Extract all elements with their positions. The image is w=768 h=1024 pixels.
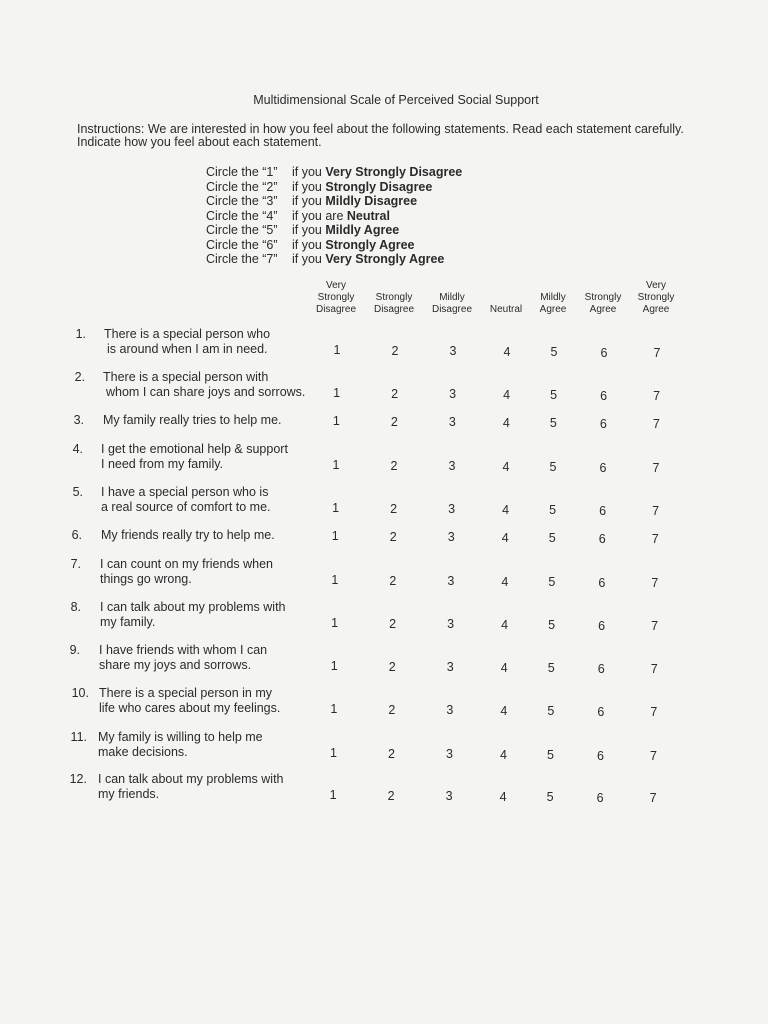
rating-option[interactable]: 4: [501, 530, 509, 545]
legend-meaning: Mildly Agree: [325, 223, 400, 237]
rating-option[interactable]: 7: [650, 705, 658, 719]
legend-meaning: Very Strongly Disagree: [325, 165, 463, 179]
item-number: 3.: [73, 413, 84, 427]
item-number: 7.: [70, 557, 81, 571]
column-header-line: Agree: [539, 304, 567, 315]
rating-option[interactable]: 4: [499, 789, 507, 804]
rating-option[interactable]: 3: [449, 344, 457, 358]
rating-option[interactable]: 6: [597, 704, 605, 719]
rating-option[interactable]: 2: [387, 788, 395, 803]
rating-option[interactable]: 4: [502, 415, 510, 430]
item-statement: [101, 442, 288, 472]
rating-option[interactable]: 1: [333, 386, 341, 400]
column-header-line: Strongly: [317, 292, 355, 303]
item-number: 8.: [70, 600, 81, 614]
rating-option[interactable]: 1: [330, 659, 338, 673]
legend-meaning: Very Strongly Agree: [325, 252, 445, 266]
rating-option[interactable]: 1: [331, 616, 339, 630]
statement-line: I can talk about my problems with: [98, 772, 284, 786]
rating-option[interactable]: 6: [599, 416, 607, 431]
rating-option[interactable]: 5: [549, 460, 557, 474]
column-header-line: Strongly: [375, 292, 413, 303]
item-statement: [101, 528, 275, 543]
statement-line: There is a special person in my: [99, 686, 272, 700]
rating-option[interactable]: 7: [651, 619, 659, 633]
statement-line: a real source of comfort to me.: [101, 500, 271, 514]
rating-option[interactable]: 5: [547, 661, 555, 675]
rating-option[interactable]: 1: [333, 343, 341, 357]
legend-circle-label: Circle the “3”: [206, 194, 278, 208]
rating-option[interactable]: 5: [547, 704, 555, 718]
statement-line: My family really tries to help me.: [103, 413, 282, 427]
statement-line: is around when I am in need.: [107, 342, 268, 356]
rating-option[interactable]: 7: [653, 389, 661, 403]
rating-option[interactable]: 1: [329, 788, 337, 802]
legend-prefix: if you: [292, 237, 326, 252]
item-statement: [101, 485, 271, 515]
legend-prefix: if you are: [292, 208, 347, 223]
column-header-line: Disagree: [431, 304, 473, 315]
rating-option[interactable]: 7: [653, 346, 661, 360]
rating-option[interactable]: 3: [448, 415, 456, 429]
legend-row: [206, 180, 462, 195]
rating-option[interactable]: 1: [332, 414, 340, 428]
column-header-line: Mildly: [439, 292, 465, 303]
rating-option[interactable]: 5: [548, 531, 556, 545]
rating-option[interactable]: 1: [332, 458, 340, 472]
rating-option[interactable]: 3: [447, 574, 455, 588]
response-legend: [206, 165, 462, 267]
rating-option[interactable]: 7: [650, 662, 658, 676]
rating-option[interactable]: 5: [548, 575, 556, 589]
legend-prefix: if you: [292, 223, 326, 237]
item-number: 1.: [75, 327, 86, 341]
statement-line: I can count on my friends when: [100, 557, 274, 571]
column-header-line: Agree: [642, 304, 670, 315]
legend-meaning: Neutral: [346, 208, 390, 223]
column-header: [638, 280, 675, 316]
rating-option[interactable]: 6: [600, 345, 608, 360]
legend-circle-label: Circle the “4”: [206, 208, 278, 223]
rating-option[interactable]: 3: [445, 789, 453, 803]
instructions-text: Instructions: We are interested in how you feel about the following statements. Read each statement carefully. Indicate how you feel about each statement.: [77, 122, 684, 149]
legend-row: [206, 238, 462, 253]
rating-option[interactable]: 6: [598, 531, 606, 546]
rating-option[interactable]: 4: [501, 617, 509, 632]
legend-row: [206, 165, 462, 180]
legend-prefix: if you: [292, 179, 326, 194]
statement-line: My friends really try to help me.: [101, 528, 275, 542]
statement-line: my friends.: [98, 787, 160, 801]
rating-option[interactable]: 2: [389, 616, 397, 631]
column-header: [432, 292, 472, 316]
item-statement: [99, 643, 267, 673]
rating-option[interactable]: 3: [446, 703, 454, 717]
legend-prefix: if you: [292, 194, 326, 208]
item-number: 12.: [69, 772, 87, 786]
legend-row: [206, 209, 462, 224]
column-header-line: Very: [325, 280, 346, 291]
column-header-line: Disagree: [373, 304, 415, 315]
rating-option[interactable]: 4: [503, 387, 511, 402]
statement-line: my family.: [100, 615, 156, 629]
rating-option[interactable]: 5: [549, 503, 557, 517]
column-header: [490, 304, 522, 316]
rating-option[interactable]: 6: [598, 575, 606, 590]
rating-option[interactable]: 6: [597, 748, 604, 763]
rating-option[interactable]: 2: [388, 746, 395, 761]
rating-option[interactable]: 3: [448, 502, 456, 516]
column-header-line: Disagree: [315, 304, 357, 315]
item-statement: [103, 370, 305, 400]
statement-line: There is a special person with: [103, 370, 269, 384]
item-statement: [98, 730, 263, 760]
rating-option[interactable]: 2: [390, 458, 398, 473]
item-statement: [103, 413, 282, 428]
legend-circle-label: Circle the “2”: [206, 179, 278, 194]
legend-circle-label: Circle the “1”: [206, 165, 278, 179]
legend-circle-label: Circle the “7”: [206, 252, 278, 266]
item-statement: [99, 686, 280, 716]
statement-line: make decisions.: [98, 745, 188, 759]
rating-option[interactable]: 5: [549, 416, 557, 430]
legend-circle-label: Circle the “6”: [206, 237, 278, 252]
item-statement: [98, 772, 284, 802]
rating-option[interactable]: 6: [598, 618, 606, 633]
column-header-line: Strongly: [637, 292, 675, 303]
rating-option[interactable]: 3: [449, 387, 457, 401]
statement-line: life who cares about my feelings.: [99, 701, 281, 715]
rating-option[interactable]: 1: [331, 529, 339, 543]
rating-option[interactable]: 3: [447, 617, 455, 631]
legend-circle-label: Circle the “5”: [206, 223, 278, 237]
legend-row: [206, 223, 462, 238]
rating-option[interactable]: 5: [547, 748, 554, 762]
item-statement: [100, 600, 286, 630]
legend-row: [206, 194, 462, 209]
rating-option[interactable]: 2: [391, 343, 399, 358]
rating-option[interactable]: 7: [651, 532, 659, 546]
item-number: 2.: [74, 370, 85, 384]
column-header-line: Strongly: [584, 292, 622, 303]
legend-meaning: Strongly Disagree: [325, 179, 433, 194]
rating-option[interactable]: 1: [330, 702, 338, 716]
legend-meaning: Strongly Agree: [325, 237, 415, 252]
item-number: 5.: [72, 485, 83, 499]
rating-option[interactable]: 3: [446, 660, 454, 674]
rating-option[interactable]: 2: [389, 529, 397, 544]
rating-option[interactable]: 4: [500, 660, 508, 675]
rating-option[interactable]: 6: [600, 388, 608, 403]
rating-option[interactable]: 7: [652, 417, 660, 431]
statement-line: I need from my family.: [101, 457, 224, 471]
rating-option[interactable]: 1: [330, 746, 337, 760]
statement-line: I have friends with whom I can: [99, 643, 268, 657]
statement-line: My family is willing to help me: [98, 730, 263, 744]
rating-option[interactable]: 5: [548, 618, 556, 632]
rating-option[interactable]: 6: [599, 503, 607, 518]
item-number: 10.: [71, 686, 89, 700]
rating-option[interactable]: 5: [550, 345, 558, 359]
statement-line: I can talk about my problems with: [100, 600, 286, 614]
rating-option[interactable]: 7: [652, 461, 660, 475]
rating-option[interactable]: 2: [388, 702, 396, 717]
column-header-line: Neutral: [489, 304, 523, 315]
column-header: [585, 292, 622, 316]
rating-option[interactable]: 7: [650, 749, 657, 763]
column-header: [316, 280, 356, 316]
rating-option[interactable]: 6: [599, 460, 607, 475]
rating-option[interactable]: 1: [332, 501, 340, 515]
rating-option[interactable]: 5: [550, 388, 558, 402]
item-number: 4.: [72, 442, 83, 456]
rating-option[interactable]: 4: [501, 574, 509, 589]
column-header-line: Very: [645, 280, 666, 291]
statement-line: whom I can share joys and sorrows.: [106, 385, 306, 399]
legend-meaning: Mildly Disagree: [325, 194, 418, 208]
rating-option[interactable]: 3: [448, 459, 456, 473]
statement-line: things go wrong.: [100, 572, 192, 586]
column-header: [374, 292, 414, 316]
rating-option[interactable]: 4: [503, 344, 511, 359]
rating-option[interactable]: 4: [500, 747, 507, 762]
rating-option[interactable]: 2: [390, 501, 398, 516]
rating-option[interactable]: 4: [502, 459, 510, 474]
column-header: [540, 292, 567, 316]
rating-option[interactable]: 2: [391, 386, 399, 401]
rating-option[interactable]: 4: [502, 502, 510, 517]
column-header-line: Mildly: [540, 292, 566, 303]
item-number: 11.: [70, 730, 87, 744]
legend-row: [206, 252, 462, 267]
rating-option[interactable]: 2: [388, 659, 396, 674]
statement-line: There is a special person who: [104, 327, 271, 341]
rating-option[interactable]: 7: [652, 504, 660, 518]
item-statement: [100, 557, 273, 587]
item-statement: [104, 327, 270, 357]
statement-line: I have a special person who is: [101, 485, 269, 499]
rating-option[interactable]: 5: [546, 790, 554, 804]
rating-option[interactable]: 3: [447, 530, 455, 544]
rating-option[interactable]: 2: [389, 573, 397, 588]
rating-option[interactable]: 7: [651, 576, 659, 590]
rating-option[interactable]: 2: [390, 414, 398, 429]
rating-option[interactable]: 7: [649, 791, 657, 805]
column-header-line: Agree: [589, 304, 617, 315]
rating-option[interactable]: 6: [596, 790, 604, 805]
rating-option[interactable]: 6: [597, 661, 605, 676]
statement-line: share my joys and sorrows.: [99, 658, 252, 672]
legend-prefix: if you: [292, 252, 326, 266]
item-number: 6.: [71, 528, 82, 542]
rating-option[interactable]: 4: [500, 703, 508, 718]
legend-prefix: if you: [292, 165, 326, 179]
rating-option[interactable]: 1: [331, 573, 339, 587]
statement-line: I get the emotional help & support: [101, 442, 288, 456]
rating-option[interactable]: 3: [446, 747, 453, 761]
item-number: 9.: [69, 643, 80, 657]
page-title: Multidimensional Scale of Perceived Social Support: [253, 93, 539, 107]
